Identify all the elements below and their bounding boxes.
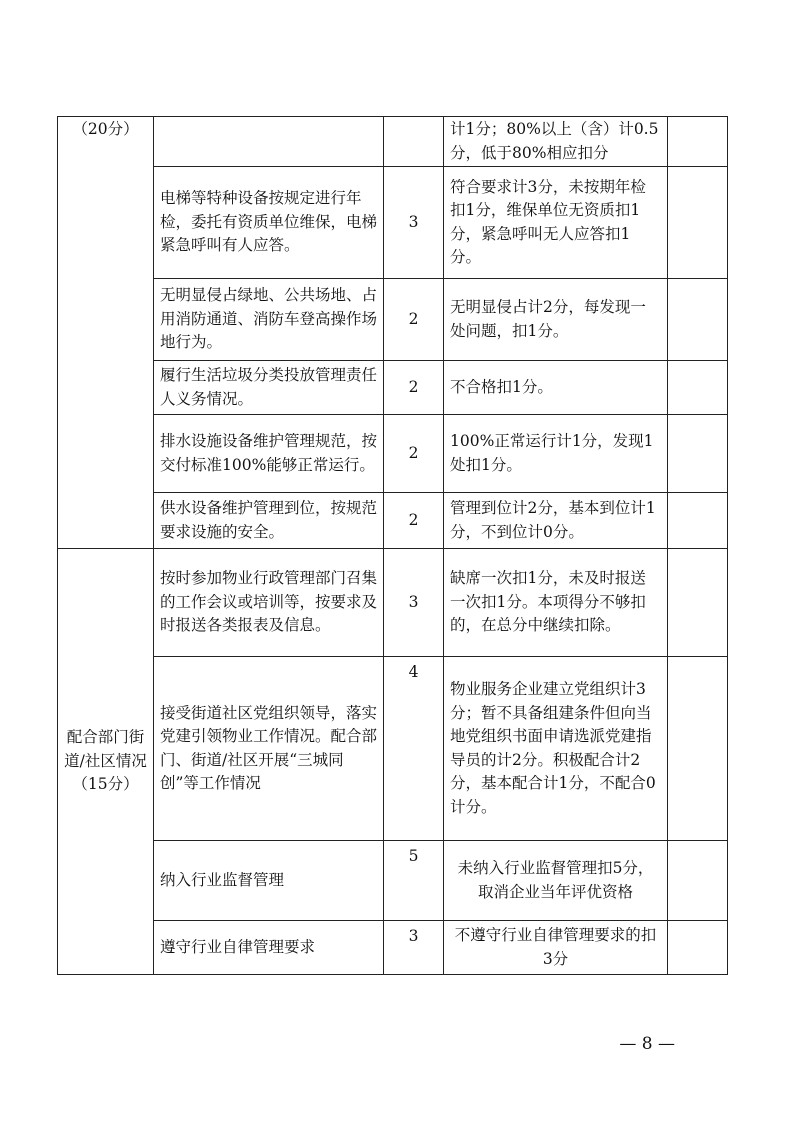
scoring-table-container xyxy=(57,116,728,975)
score-cell: 2 xyxy=(384,279,444,361)
scoring-table xyxy=(57,116,728,975)
result-cell xyxy=(668,549,728,657)
table-row xyxy=(58,279,728,361)
deduction-rule-cell: 无明显侵占计2分，每发现一处问题，扣1分。 xyxy=(444,279,668,361)
criterion-cell: 排水设施设备维护管理规范，按交付标准100%能够正常运行。 xyxy=(154,415,384,493)
criterion-cell: 按时参加物业行政管理部门召集的工作会议或培训等，按要求及时报送各类报表及信息。 xyxy=(154,549,384,657)
result-cell xyxy=(668,279,728,361)
table-row xyxy=(58,657,728,841)
criterion-cell: 无明显侵占绿地、公共场地、占用消防通道、消防车登高操作场地行为。 xyxy=(154,279,384,361)
table-row xyxy=(58,493,728,549)
criterion-cell xyxy=(154,117,384,167)
page-number: — 8 — xyxy=(619,1034,675,1054)
criterion-cell: 接受街道社区党组织领导，落实党建引领物业工作情况。配合部门、街道/社区开展“三城同创”等工作情况 xyxy=(154,657,384,841)
result-cell xyxy=(668,841,728,921)
result-cell xyxy=(668,921,728,975)
table-row xyxy=(58,361,728,415)
table-row xyxy=(58,921,728,975)
table-row xyxy=(58,167,728,279)
score-cell: 3 xyxy=(384,921,444,975)
deduction-rule-cell: 100%正常运行计1分，发现1处扣1分。 xyxy=(444,415,668,493)
criterion-cell: 遵守行业自律管理要求 xyxy=(154,921,384,975)
criterion-cell: 电梯等特种设备按规定进行年检，委托有资质单位维保，电梯紧急呼叫有人应答。 xyxy=(154,167,384,279)
deduction-rule-cell: 不合格扣1分。 xyxy=(444,361,668,415)
criterion-cell: 纳入行业监督管理 xyxy=(154,841,384,921)
deduction-rule-cell: 未纳入行业监督管理扣5分，取消企业当年评优资格 xyxy=(444,841,668,921)
deduction-rule-cell: 管理到位计2分，基本到位计1分，不到位计0分。 xyxy=(444,493,668,549)
score-cell: 4 xyxy=(384,657,444,841)
deduction-rule-cell: 符合要求计3分，未按期年检扣1分，维保单位无资质扣1分，紧急呼叫无人应答扣1分。 xyxy=(444,167,668,279)
result-cell xyxy=(668,117,728,167)
table-row xyxy=(58,117,728,167)
criterion-cell: 供水设备维护管理到位，按规范要求设施的安全。 xyxy=(154,493,384,549)
score-cell xyxy=(384,117,444,167)
deduction-rule-cell: 物业服务企业建立党组织计3分；暂不具备组建条件但向当地党组织书面申请选派党建指导员的计2分。积极配合计2分，基本配合计1分，不配合0计分。 xyxy=(444,657,668,841)
deduction-rule-cell: 缺席一次扣1分，未及时报送一次扣1分。本项得分不够扣的，在总分中继续扣除。 xyxy=(444,549,668,657)
score-cell: 5 xyxy=(384,841,444,921)
category-cell: （20分） xyxy=(58,117,154,549)
result-cell xyxy=(668,415,728,493)
score-cell: 2 xyxy=(384,415,444,493)
table-row xyxy=(58,841,728,921)
score-cell: 2 xyxy=(384,361,444,415)
score-cell: 3 xyxy=(384,167,444,279)
result-cell xyxy=(668,493,728,549)
result-cell xyxy=(668,657,728,841)
table-row xyxy=(58,549,728,657)
table-row xyxy=(58,415,728,493)
score-cell: 3 xyxy=(384,549,444,657)
score-cell: 2 xyxy=(384,493,444,549)
result-cell xyxy=(668,361,728,415)
result-cell xyxy=(668,167,728,279)
criterion-cell: 履行生活垃圾分类投放管理责任人义务情况。 xyxy=(154,361,384,415)
deduction-rule-cell: 不遵守行业自律管理要求的扣3分 xyxy=(444,921,668,975)
deduction-rule-cell: 计1分；80%以上（含）计0.5分，低于80%相应扣分 xyxy=(444,117,668,167)
category-cell: 配合部门街道/社区情况（15分） xyxy=(58,549,154,975)
